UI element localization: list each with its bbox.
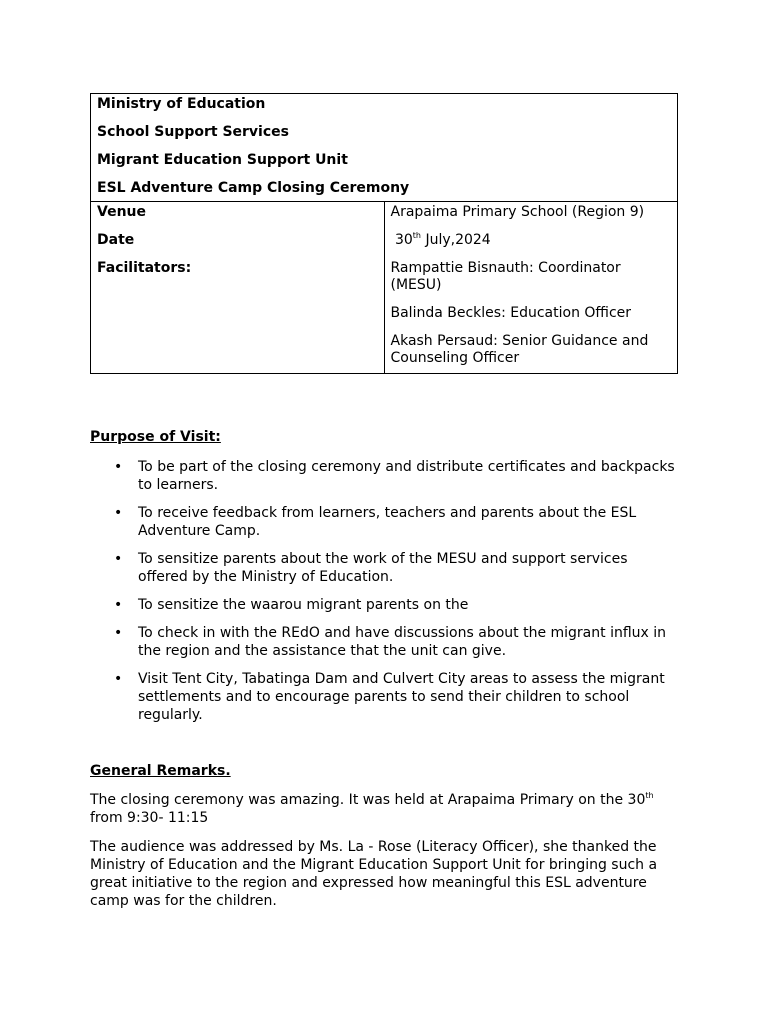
ministry-line: Ministry of Education bbox=[97, 96, 266, 112]
date-suffix: th bbox=[412, 231, 421, 240]
list-item-text: To sensitize parents about the work of the MESU and support services offered by the Ministry of Education. bbox=[138, 551, 628, 585]
header-cell bbox=[91, 94, 678, 202]
bullet-icon: • bbox=[114, 505, 123, 521]
date-value bbox=[391, 232, 671, 249]
facilitator-1: Rampattie Bisnauth: Coordinator (MESU) bbox=[390, 260, 621, 293]
date-rest: July,2024 bbox=[421, 232, 491, 248]
bullet-icon: • bbox=[114, 597, 123, 613]
purpose-list bbox=[90, 458, 678, 724]
remarks-p1-text: The closing ceremony was amazing. It was held at Arapaima Primary on the 30 bbox=[90, 792, 646, 808]
remarks-p1-suffix: th bbox=[645, 791, 654, 800]
facilitator-2: Balinda Beckles: Education Officer bbox=[390, 305, 632, 321]
header-table bbox=[90, 93, 678, 374]
list-item bbox=[90, 670, 678, 724]
services-line: School Support Services bbox=[97, 124, 289, 140]
list-item-text: To receive feedback from learners, teachers and parents about the ESL Adventure Camp. bbox=[138, 505, 637, 539]
bullet-icon: • bbox=[114, 671, 123, 687]
list-item bbox=[90, 550, 678, 586]
facilitators-label: Facilitators: bbox=[97, 260, 192, 276]
remarks-title: General Remarks. bbox=[90, 763, 231, 779]
list-item-text: To be part of the closing ceremony and distribute certificates and backpacks to learners. bbox=[138, 459, 675, 493]
bullet-icon: • bbox=[114, 551, 123, 567]
list-item bbox=[90, 504, 678, 540]
remarks-paragraph-1 bbox=[90, 791, 678, 827]
facilitator-3: Akash Persaud: Senior Guidance and Counseling Officer bbox=[390, 333, 649, 366]
list-item-text: Visit Tent City, Tabatinga Dam and Culvert City areas to assess the migrant settlements and to encourage parents to send their children to school regularly. bbox=[138, 671, 665, 723]
remarks-p1-time: from 9:30- 11:15 bbox=[90, 810, 209, 826]
venue-label: Venue bbox=[97, 204, 146, 220]
date-label: Date bbox=[97, 232, 135, 248]
list-item bbox=[90, 458, 678, 494]
list-item-text: To check in with the REdO and have discussions about the migrant influx in the region and the assistance that the unit can give. bbox=[138, 625, 667, 659]
event-line: ESL Adventure Camp Closing Ceremony bbox=[97, 180, 410, 196]
remarks-paragraph-2: The audience was addressed by Ms. La - Rose (Literacy Officer), she thanked the Ministry of Education and the Migrant Education Support Unit for bringing such a great initiative to the region and expressed how meaningful this ESL adventure camp was for the children. bbox=[90, 839, 658, 909]
list-item bbox=[90, 596, 678, 614]
bullet-icon: • bbox=[114, 459, 123, 475]
values-cell bbox=[384, 202, 678, 374]
purpose-title: Purpose of Visit: bbox=[90, 429, 221, 445]
document-page bbox=[90, 93, 678, 921]
bullet-icon: • bbox=[114, 625, 123, 641]
list-item-text: To sensitize the waarou migrant parents on the bbox=[138, 597, 469, 613]
labels-cell bbox=[91, 202, 385, 374]
venue-value: Arapaima Primary School (Region 9) bbox=[390, 204, 645, 220]
date-day: 30 bbox=[394, 232, 413, 248]
unit-line: Migrant Education Support Unit bbox=[97, 152, 348, 168]
list-item bbox=[90, 624, 678, 660]
